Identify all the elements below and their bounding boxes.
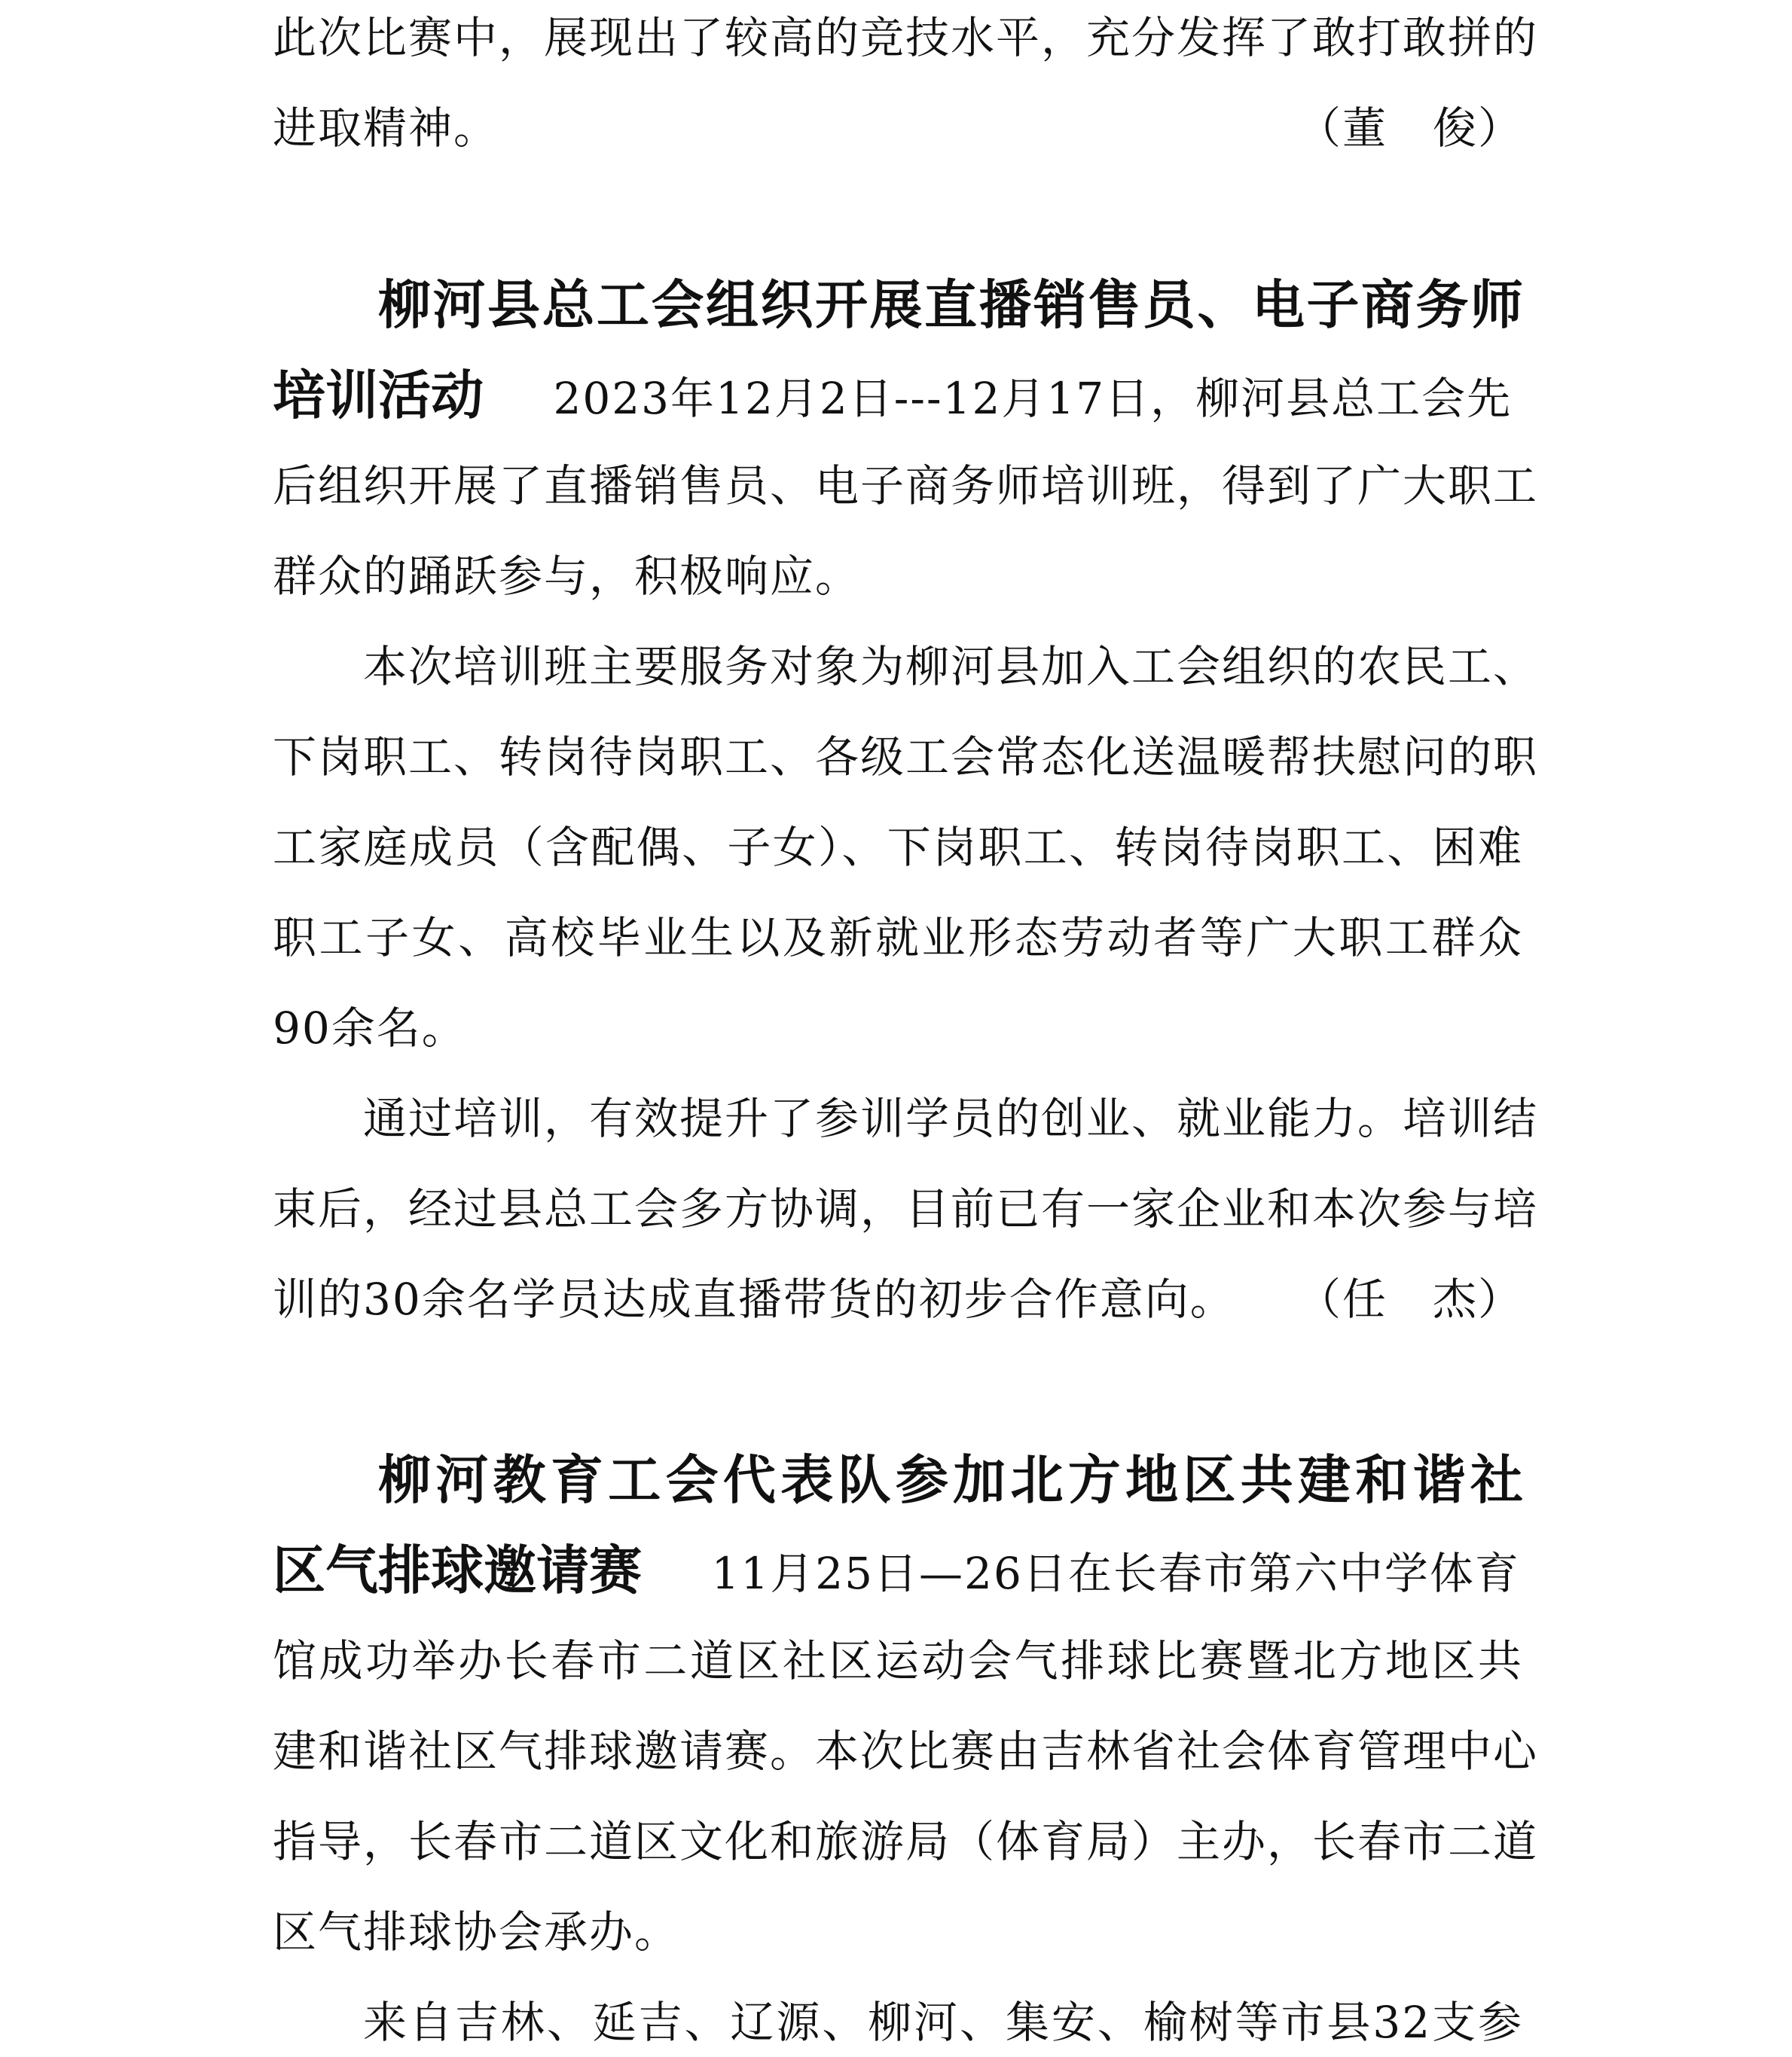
article-title-continuation bbox=[273, 362, 1523, 429]
body-line: 来自吉林、延吉、辽源、柳河、集安、榆树等市县32支参 bbox=[363, 1997, 1523, 2048]
body-line: 工家庭成员（含配偶、子女）、下岗职工、转岗待岗职工、困难 bbox=[273, 822, 1523, 873]
body-line: 群众的踊跃参与，积极响应。 bbox=[273, 551, 861, 602]
body-line: 通过培训，有效提升了参训学员的创业、就业能力。培训结 bbox=[363, 1093, 1539, 1144]
body-line bbox=[273, 94, 1523, 162]
article-title-tail: 培训活动 bbox=[273, 365, 484, 426]
body-line: 此次比赛中，展现出了较高的竞技水平，充分发挥了敢打敢拼的 bbox=[273, 12, 1539, 63]
body-line: 职工子女、高校毕业生以及新就业形态劳动者等广大职工群众 bbox=[273, 912, 1523, 963]
lead-text: 11月25日—26日在长春市第六中学体育 bbox=[711, 1548, 1520, 1599]
body-line: 后组织开展了直播销售员、电子商务师培训班，得到了广大职工 bbox=[273, 460, 1539, 511]
body-line: 90余名。 bbox=[273, 1003, 467, 1054]
body-line-text: 进取精神。 bbox=[273, 102, 499, 154]
body-line: 建和谐社区气排球邀请赛。本次比赛由吉林省社会体育管理中心 bbox=[273, 1726, 1539, 1777]
lead-text: 2023年12月2日---12月17日，柳河县总工会先 bbox=[553, 373, 1513, 424]
article-title: 柳河教育工会代表队参加北方地区共建和谐社 bbox=[378, 1449, 1523, 1511]
author-byline: （任 杰） bbox=[1296, 1274, 1523, 1325]
body-line: 束后，经过县总工会多方协调，目前已有一家企业和本次参与培 bbox=[273, 1183, 1539, 1235]
body-line: 下岗职工、转岗待岗职工、各级工会常态化送温暖帮扶慰问的职 bbox=[273, 731, 1539, 783]
article-title-tail: 区气排球邀请赛 bbox=[273, 1540, 642, 1601]
body-line-text: 训的30余名学员达成直播带货的初步合作意向。 bbox=[273, 1274, 1235, 1325]
body-line bbox=[273, 1265, 1523, 1333]
article-title-continuation bbox=[273, 1537, 1523, 1604]
body-line: 指导，长春市二道区文化和旅游局（体育局）主办，长春市二道 bbox=[273, 1816, 1539, 1867]
body-line: 本次培训班主要服务对象为柳河县加入工会组织的农民工、 bbox=[363, 641, 1539, 692]
article-title: 柳河县总工会组织开展直播销售员、电子商务师 bbox=[378, 274, 1523, 336]
body-line: 馆成功举办长春市二道区社区运动会气排球比赛暨北方地区共 bbox=[273, 1635, 1523, 1686]
author-byline: （董 俊） bbox=[1296, 102, 1523, 154]
body-line: 区气排球协会承办。 bbox=[273, 1906, 680, 1958]
